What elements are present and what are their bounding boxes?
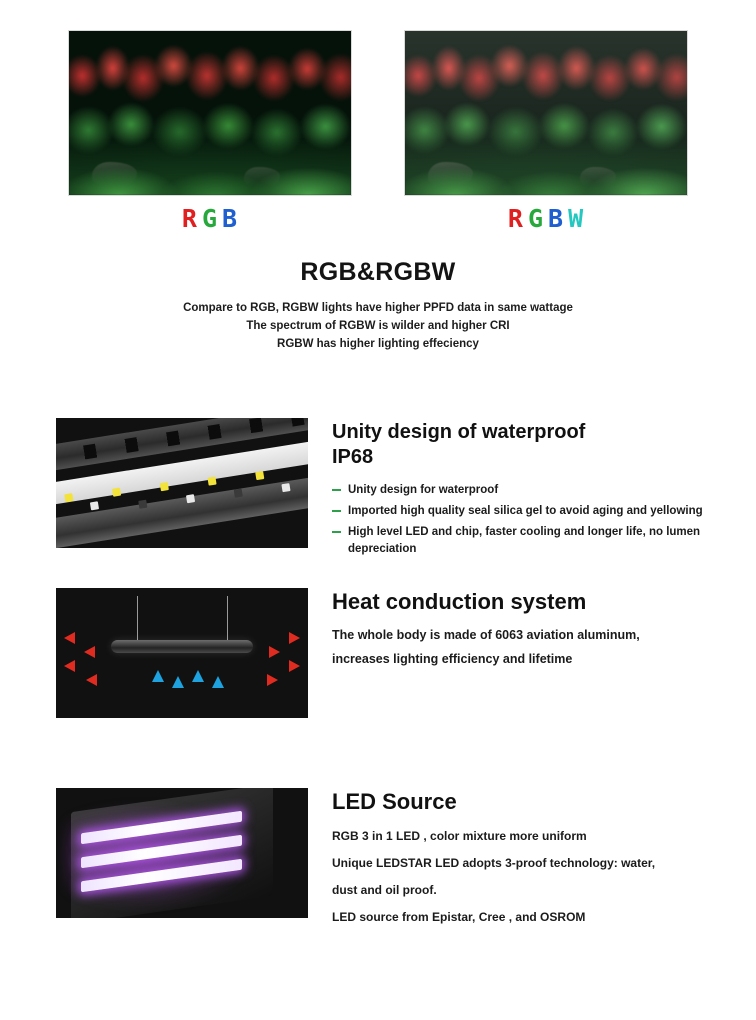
hanging-wire-right — [227, 596, 228, 640]
feature-waterproof-title-line1: Unity design of waterproof — [332, 421, 586, 443]
dash-bullet-icon — [332, 510, 341, 512]
feature-waterproof-bullets — [332, 482, 712, 558]
feature-led-source — [0, 788, 756, 932]
feature-led-paragraph-line1: RGB 3 in 1 LED , color mixture more uniform — [332, 829, 587, 843]
led-chip — [160, 482, 169, 491]
headline-block — [0, 258, 756, 353]
led-chip — [281, 483, 290, 492]
feature-heat-paragraph — [332, 624, 712, 670]
heat-arrow-right-icon — [289, 660, 300, 672]
aquarium-rgb-photo — [68, 30, 352, 196]
airflow-arrow-up-icon — [152, 670, 164, 682]
feature-led-body — [332, 788, 732, 932]
rgb-logo-letter-g: G — [201, 204, 219, 233]
led-chip — [90, 501, 99, 510]
feature-heat-paragraph-line1: The whole body is made of 6063 aviation aluminum, — [332, 628, 640, 642]
headline-sub-line-3: RGBW has higher lighting effeciency — [277, 338, 479, 350]
comparison-left — [68, 30, 352, 231]
rgbw-logo-letter-b: B — [548, 204, 565, 233]
airflow-arrow-up-icon — [212, 676, 224, 688]
heat-arrow-right-icon — [289, 632, 300, 644]
light-fixture-body — [111, 640, 252, 653]
feature-led-paragraph-line2: Unique LEDSTAR LED adopts 3-proof technology: water, — [332, 856, 656, 870]
led-chip — [64, 493, 73, 502]
tank-foreground-carpet — [405, 139, 687, 195]
heat-arrow-left-icon — [86, 674, 97, 686]
led-chip — [112, 488, 121, 497]
rgbw-logo — [508, 206, 584, 231]
comparison-row — [0, 30, 756, 231]
led-chip — [234, 489, 243, 498]
list-item — [332, 524, 712, 558]
rgbw-logo-letter-r: R — [507, 204, 524, 233]
dash-bullet-icon — [332, 531, 341, 533]
headline-subtext — [0, 299, 756, 353]
led-chip — [255, 471, 264, 480]
led-strip-board-photo — [56, 418, 308, 548]
headline-sub-line-1: Compare to RGB, RGBW lights have higher PPFD data in same wattage — [183, 302, 573, 314]
airflow-arrow-up-icon — [172, 676, 184, 688]
list-item — [332, 503, 712, 520]
heat-arrow-left-icon — [84, 646, 95, 658]
rgb-logo — [182, 206, 238, 231]
list-item — [332, 482, 712, 499]
feature-waterproof-body — [332, 418, 712, 562]
feature-waterproof-title-line2: IP68 — [332, 446, 374, 468]
heat-conduction-diagram — [56, 588, 308, 718]
feature-led-paragraph-line4: LED source from Epistar, Cree , and OSROM — [332, 910, 586, 924]
feature-heat-title: Heat conduction system — [332, 589, 587, 614]
bullet-text: High level LED and chip, faster cooling and longer life, no lumen depreciation — [348, 526, 701, 555]
heat-arrow-left-icon — [64, 632, 75, 644]
feature-led-paragraph-line3: dust and oil proof. — [332, 883, 437, 897]
rgbw-logo-letter-g: G — [527, 204, 544, 233]
rgb-logo-letter-b: B — [222, 204, 239, 233]
dash-bullet-icon — [332, 489, 341, 491]
feature-heat-paragraph-line2: increases lighting efficiency and lifetime — [332, 652, 573, 666]
led-chip — [186, 494, 195, 503]
feature-waterproof — [0, 418, 756, 562]
heat-arrow-right-icon — [267, 674, 278, 686]
feature-led-title: LED Source — [332, 789, 457, 814]
page-title: RGB&RGBW — [300, 258, 456, 286]
hanging-wire-left — [137, 596, 138, 640]
comparison-right — [404, 30, 688, 231]
feature-led-paragraph — [332, 824, 732, 930]
rgb-logo-letter-r: R — [181, 204, 198, 233]
airflow-arrow-up-icon — [192, 670, 204, 682]
heat-arrow-left-icon — [64, 660, 75, 672]
bullet-text: Imported high quality seal silica gel to avoid aging and yellowing — [348, 505, 703, 517]
aquarium-rgbw-photo — [404, 30, 688, 196]
led-chip — [207, 477, 216, 486]
bullet-text: Unity design for waterproof — [348, 484, 499, 496]
tank-foreground-carpet — [69, 139, 351, 195]
heat-arrow-right-icon — [269, 646, 280, 658]
rgbw-logo-letter-w: W — [568, 204, 585, 233]
led-source-photo — [56, 788, 308, 918]
led-chip — [138, 500, 147, 509]
headline-sub-line-2: The spectrum of RGBW is wilder and higher CRI — [246, 320, 510, 332]
feature-heat-conduction — [0, 588, 756, 718]
feature-heat-body — [332, 588, 712, 672]
feature-waterproof-title — [332, 420, 712, 470]
